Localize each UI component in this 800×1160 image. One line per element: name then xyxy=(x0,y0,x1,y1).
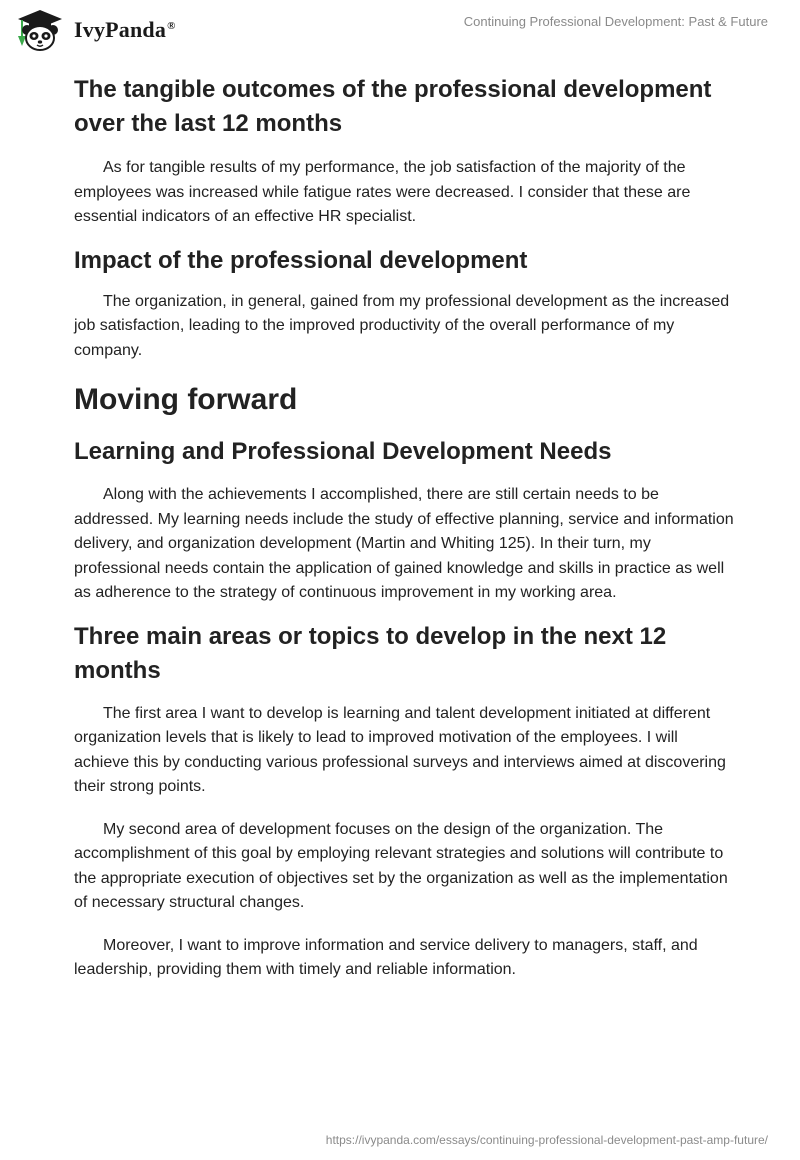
essay-body xyxy=(74,70,734,983)
section-heading: Three main areas or topics to develop in the next 12 months xyxy=(74,622,667,684)
paragraph: As for tangible results of my performance, the job satisfaction of the majority of the employees was increased while fatigue rates were decreased. I consider that these are essential indicators of an effective HR specialist. xyxy=(74,159,691,225)
section-heading: Impact of the professional development xyxy=(74,246,528,274)
page-header xyxy=(0,0,800,70)
paragraph: The first area I want to develop is learning and talent development initiated at different organization levels that is likely to lead to improved motivation of the employees. I will achieve this by conducting various professional surveys and interviews aimed at discovering their strong points. xyxy=(74,704,726,795)
brand-name: IvyPanda® xyxy=(74,17,176,42)
section-heading: Learning and Professional Development Needs xyxy=(74,438,612,465)
source-url[interactable]: https://ivypanda.com/essays/continuing-professional-development-past-amp-future/ xyxy=(325,1133,768,1147)
document-title: Continuing Professional Development: Past & Future xyxy=(463,14,768,29)
paragraph: The organization, in general, gained from my professional development as the increased job satisfaction, leading to the improved productivity of the overall performance of my company. xyxy=(74,292,730,359)
panda-graduate-icon xyxy=(14,8,66,52)
registered-mark: ® xyxy=(167,19,176,32)
paragraph: Along with the achievements I accomplished, there are still certain needs to be addressed. My learning needs include the study of effective planning, service and information delivery, and organization development (Martin and Whiting 125). In their turn, my professional needs contain the application of gained knowledge and skills in practice as well as adherence to the strategy of continuous improvement in my working area. xyxy=(74,486,734,601)
paragraph: My second area of development focuses on the design of the organization. The accomplishment of this goal by employing relevant strategies and solutions will contribute to the appropriate execution of objectives set by the organization as well as the implementation of necessary structural changes. xyxy=(74,820,728,911)
main-heading: Moving forward xyxy=(74,383,298,416)
section-heading: The tangible outcomes of the professional development over the last 12 months xyxy=(74,76,712,137)
ivypanda-logo[interactable] xyxy=(14,8,176,52)
paragraph: Moreover, I want to improve information and service delivery to managers, staff, and leadership, providing them with timely and reliable information. xyxy=(74,936,698,978)
